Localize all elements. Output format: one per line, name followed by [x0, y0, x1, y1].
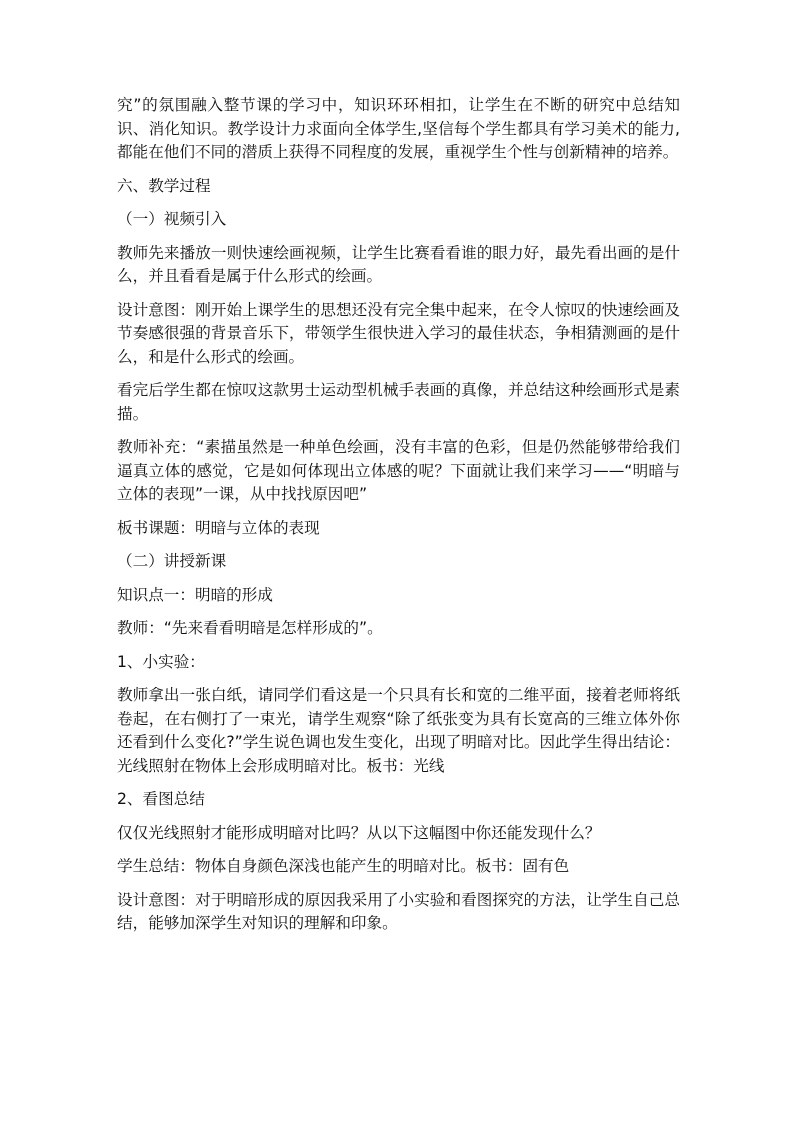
paragraph-student-summary: 学生总结：物体自身颜色深浅也能产生的明暗对比。板书：固有色 [117, 857, 570, 875]
paragraph-intro-continued: 究”的氛围融入整节课的学习中，知识环环相扣，让学生在不断的研究中总结知识、消化知识。教学设计力求面向全体学生,坚信每个学生都具有学习美术的能力,都能在他们不同的潜质上获得不同程度的发展，重视学生个性与创新精神的培养。 [117, 96, 680, 161]
paragraph-experiment-description: 教师拿出一张白纸，请同学们看这是一个只具有长和宽的二维平面，接着老师将纸卷起，在右侧打了一束光，请学生观察“除了纸张变为具有长宽高的三维立体外你还看到什么变化?”学生说色调也发生变化，出现了明暗对比。因此学生得出结论：光线照射在物体上会形成明暗对比。板书：光线 [117, 686, 680, 775]
paragraph-look-and-summarize: 2、看图总结 [117, 790, 205, 808]
paragraph-teacher-quote: 教师：“先来看看明暗是怎样形成的”。 [117, 619, 383, 637]
paragraph-design-intent-2: 设计意图：对于明暗形成的原因我采用了小实验和看图探究的方法，让学生自己总结，能够加深学生对知识的理解和印象。 [117, 890, 680, 932]
document-page [117, 94, 680, 946]
paragraph-question: 仅仅光线照射才能形成明暗对比吗？从以下这幅图中你还能发现什么？ [117, 823, 601, 842]
subheading-video-intro: （一）视频引入 [117, 210, 227, 228]
paragraph-after-viewing: 看完后学生都在惊叹这款男士运动型机械手表画的真像，并总结这种绘画形式是素描。 [117, 381, 680, 423]
paragraph-board-title: 板书课题：明暗与立体的表现 [117, 518, 320, 537]
subheading-new-lesson: （二）讲授新课 [117, 552, 227, 570]
paragraph-knowledge-point-1: 知识点一：明暗的形成 [117, 585, 273, 604]
paragraph-design-intent-1: 设计意图：刚开始上课学生的思想还没有完全集中起来，在令人惊叹的快速绘画及节奏感很强的背景音乐下，带领学生很快进入学习的最佳状态，争相猜测画的是什么，和是什么形式的绘画。 [117, 300, 680, 366]
paragraph-small-experiment: 1、小实验： [117, 652, 205, 671]
paragraph-teacher-supplement: 教师补充：“素描虽然是一种单色绘画，没有丰富的色彩，但是仍然能够带给我们逼真立体的感觉，它是如何体现出立体感的呢？下面就让我们来学习——“明暗与立体的表现”一课，从中找找原因吧” [117, 438, 680, 503]
paragraph-video-description: 教师先来播放一则快速绘画视频，让学生比赛看看谁的眼力好，最先看出画的是什么，并且看看是属于什么形式的绘画。 [117, 243, 680, 285]
heading-teaching-process: 六、教学过程 [117, 176, 211, 195]
